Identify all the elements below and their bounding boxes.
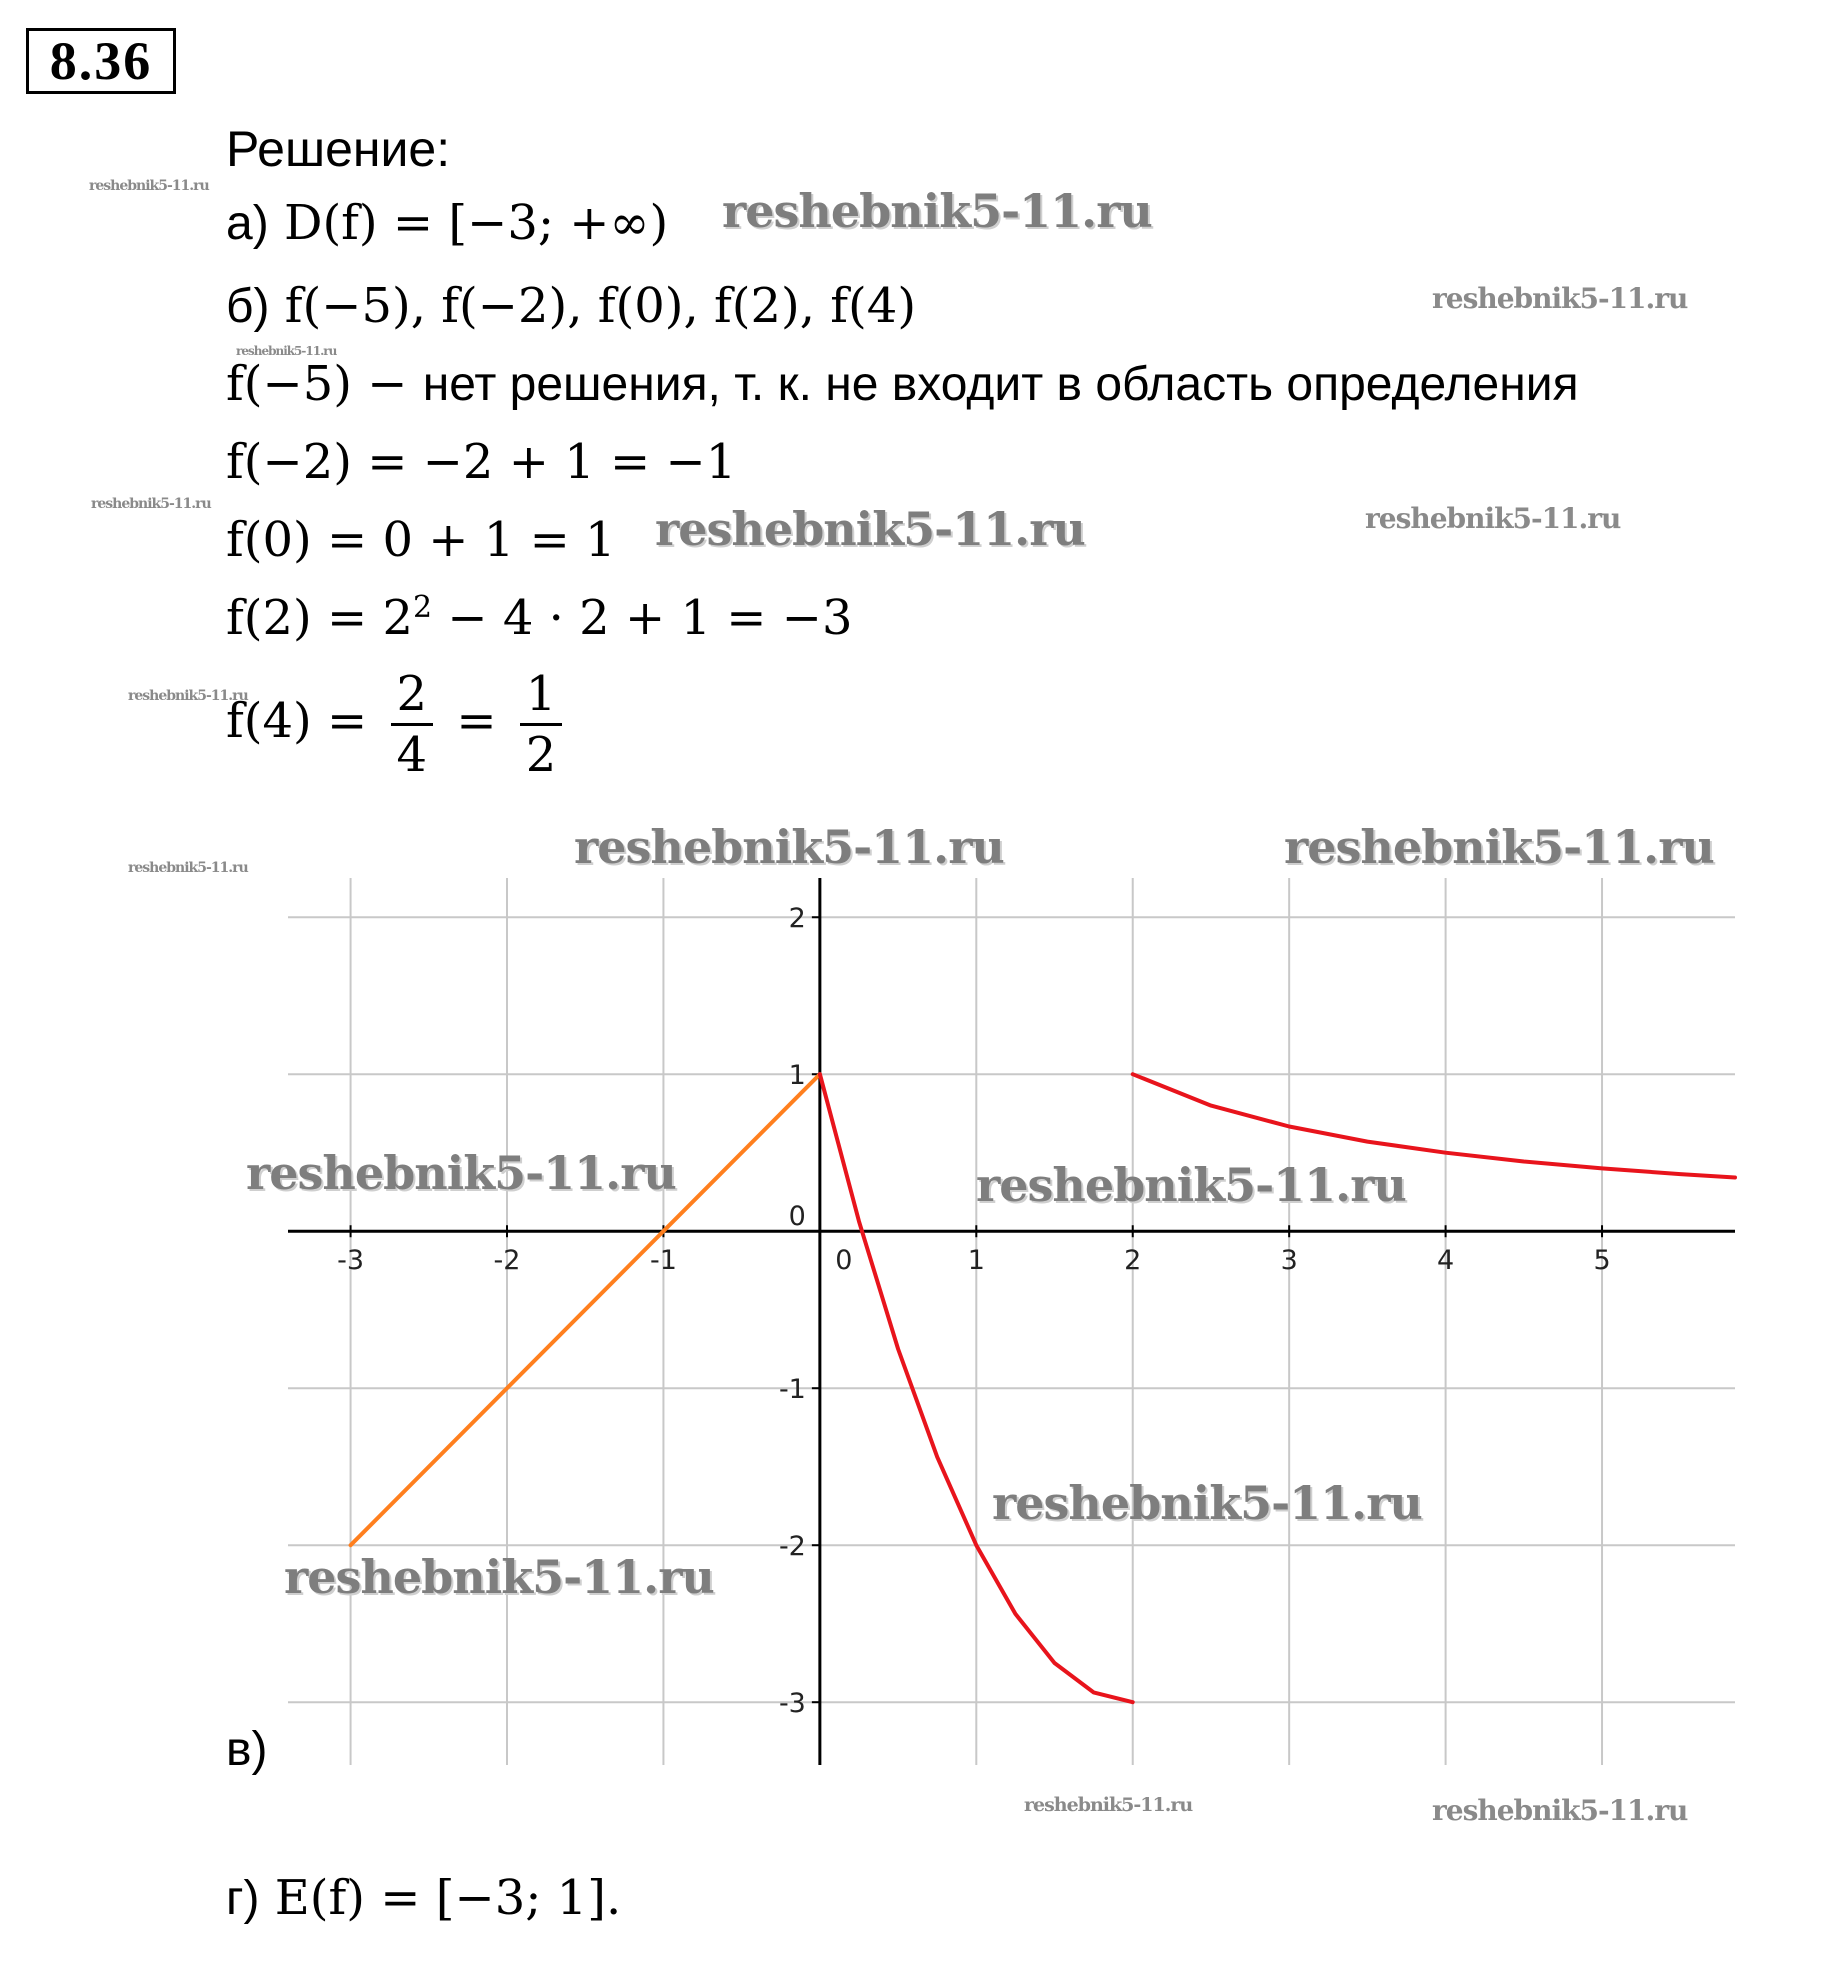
watermark: reshebnik5-11.ru [128,860,248,876]
f-2-left: f(2) = 2 [226,590,414,646]
x-tick-label: -1 [649,1245,677,1277]
y-tick-label: -3 [778,1688,806,1720]
f-2-exponent: 2 [413,590,433,625]
watermark: reshebnik5-11.ru [236,344,337,358]
line-f-0: f(0) = 0 + 1 = 1 [226,512,616,568]
part-b-label: б) [226,280,270,333]
y-tick-label: 0 [788,1201,806,1233]
watermark: reshebnik5-11.ru [246,1146,676,1200]
f-minus5-note: нет решения, т. к. не входит в область определения [422,358,1579,411]
x-tick-label: -2 [493,1245,521,1277]
f-4-equals: = [456,693,497,749]
y-tick-label: 2 [788,903,806,935]
line-b [226,278,916,334]
fraction-1-2 [520,665,563,784]
line-f-minus2: f(−2) = −2 + 1 = −1 [226,434,737,490]
watermark: reshebnik5-11.ru [992,1476,1422,1530]
line-f-minus5 [226,356,1579,412]
watermark: reshebnik5-11.ru [91,496,211,512]
watermark: reshebnik5-11.ru [1432,282,1688,315]
fraction-2-4 [391,665,434,784]
y-tick-label: 1 [788,1060,806,1092]
y-tick-label: -1 [778,1374,806,1406]
x-tick-label: 2 [1124,1245,1142,1277]
series-line-1 [351,1074,820,1545]
fraction-1-2-denominator: 2 [525,727,557,783]
x-tick-label: 1 [967,1245,985,1277]
domain-formula: D(f) = [−3; +∞) [283,195,669,251]
range-formula: E(f) = [−3; 1]. [274,1870,622,1926]
watermark: reshebnik5-11.ru [1432,1794,1688,1827]
f-2-right: − 4 · 2 + 1 = −3 [432,590,853,646]
fraction-2-4-denominator: 4 [396,727,428,783]
part-g-label: г) [226,1872,260,1925]
line-f-2 [226,590,852,646]
watermark: reshebnik5-11.ru [1024,1794,1193,1816]
line-f-4 [226,665,570,784]
watermark: reshebnik5-11.ru [1365,502,1621,535]
watermark: reshebnik5-11.ru [89,178,209,194]
y-tick-label: -2 [778,1531,806,1563]
f-minus5-expr: f(−5) − [226,356,408,412]
fraction-1-2-numerator: 1 [520,665,563,726]
part-v-label: в) [226,1723,268,1776]
f-4-left: f(4) = [226,693,368,749]
watermark: reshebnik5-11.ru [574,820,1004,874]
x-tick-label: -3 [337,1245,365,1277]
problem-number: 8.36 [26,28,176,94]
watermark: reshebnik5-11.ru [1284,820,1714,874]
watermark: reshebnik5-11.ru [284,1550,714,1604]
x-tick-label: 5 [1593,1245,1611,1277]
fraction-2-4-numerator: 2 [391,665,434,726]
x-tick-label: 4 [1437,1245,1455,1277]
watermark: reshebnik5-11.ru [722,184,1152,238]
part-a-label: а) [226,197,269,250]
solution-title: Решение: [226,121,451,177]
values-list: f(−5), f(−2), f(0), f(2), f(4) [284,278,917,334]
x-tick-label: 3 [1280,1245,1298,1277]
watermark: reshebnik5-11.ru [655,502,1085,556]
x-tick-label: 0 [835,1245,853,1277]
watermark: reshebnik5-11.ru [976,1158,1406,1212]
line-g [226,1870,621,1926]
line-a [226,195,668,251]
watermark: reshebnik5-11.ru [128,688,248,704]
